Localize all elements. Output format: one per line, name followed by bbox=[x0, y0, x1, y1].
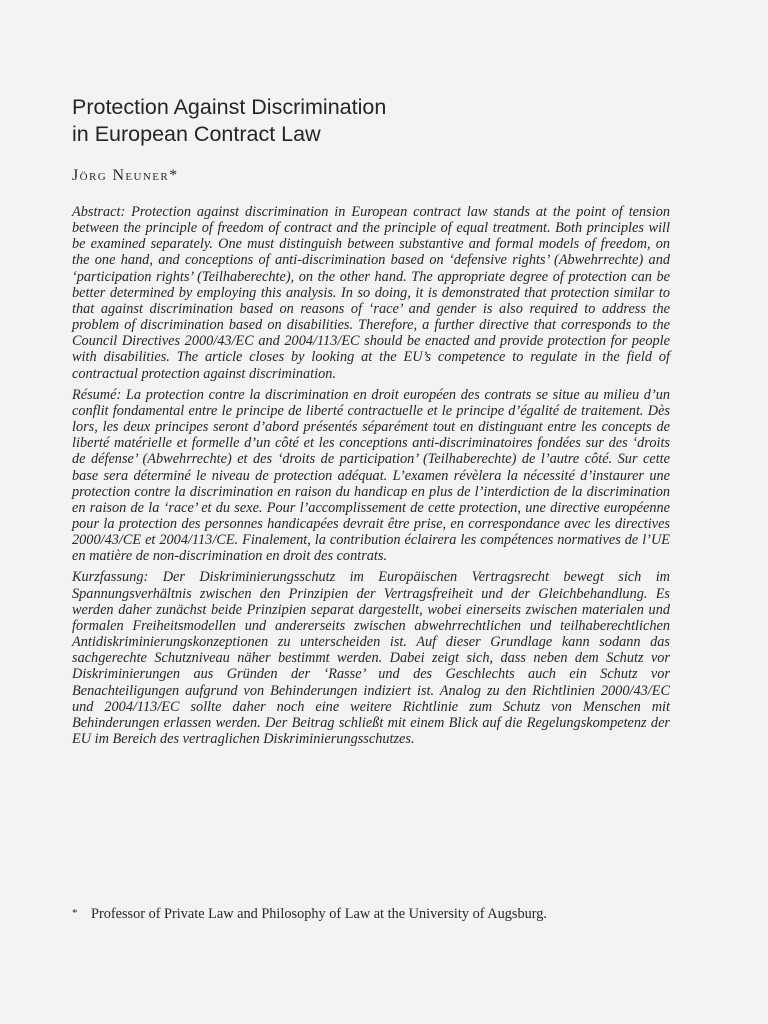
abstract-english: Abstract: Protection against discrimination in European contract law stands at the point of tension between the principle of freedom of contract and the principle of equal treatment. Both principles will be examined separately. One must distinguish between substantive and formal models of freedom, on the one hand, and conceptions of anti-discrimination based on ‘defensive rights’ (Abwehrrechte) and ‘participation rights’ (Teilhaberechte), on the other hand. The appropriate degree of protection can be better determined by employing this analysis. In so doing, it is demonstrated that protection similar to that against discrimination based on reasons of ‘race’ and gender is also required to address the problem of discrimination based on disabilities. Therefore, a further directive that corresponds to the Council Directives 2000/43/EC and 2004/113/EC should be enacted and provide protection for people with disabilities. The article closes by looking at the EU’s competence to regulate in the field of contractual protection against discrimination. bbox=[72, 204, 670, 382]
title-line-2: in European Contract Law bbox=[72, 122, 321, 146]
footnote-text: Professor of Private Law and Philosophy of Law at the University of Augsburg. bbox=[91, 906, 547, 922]
footnote-mark: * bbox=[72, 907, 78, 919]
abstract-german: Kurzfassung: Der Diskriminierungsschutz im Europäischen Vertragsrecht bewegt sich im Spannungsverhältnis zwischen den Prinzipien der Vertragsfreiheit und der Gleichbehandlung. Es werden daher zunächst beide Prinzipien separat dargestellt, wobei einerseits zwischen materialen und formalen Freiheitsmodellen und andererseits zwischen abwehrrechtlichen und teilhaberechtlichen Antidiskriminierungskonzeptionen zu unterscheiden ist. Auf dieser Grundlage kann sodann das sachgerechte Schutzniveau näher bestimmt werden. Dabei zeigt sich, dass neben dem Schutz vor Diskriminierungen aus Gründen der ‘Rasse’ und des Geschlechts auch ein Schutz vor Benachteiligungen aufgrund von Behinderungen indiziert ist. Analog zu den Richtlinien 2000/43/EC und 2004/113/EC sollte daher noch eine weitere Richtlinie zum Schutz von Menschen mit Behinderungen erlassen werden. Der Beitrag schließt mit einem Blick auf die Regelungskompetenz der EU im Bereich des vertraglichen Diskriminierungsschutzes. bbox=[72, 569, 670, 747]
abstracts bbox=[72, 204, 670, 752]
abstract-french: Résumé: La protection contre la discrimination en droit européen des contrats se situe au milieu d’un conflit fondamental entre le principe de liberté contractuelle et le principe d’égalité de traitement. Dès lors, les deux principes seront d’abord présentés séparément tout en distinguant entre les concepts de liberté matérielle et formelle d’un côté et les conceptions anti-discriminatoires fondées sur des ‘droits de défense’ (Abwehrrechte) et des ‘droits de participation’ (Teilhaberechte) de l’autre côté. Sur cette base sera déterminé le niveau de protection adéquat. L’examen révèlera la nécessité d’instaurer une protection contre la discrimination en raison du handicap en plus de l’interdiction de la discrimination en raison de la ‘race’ et du sexe. Pour l’accomplissement de cette protection, une directive européenne pour la protection des personnes handicapées devrait être prise, en correspondance avec les directives 2000/43/CE et 2004/113/CE. Finalement, la contribution éclairera les compétences normatives de l’UE en matière de non-discrimination en droit des contrats. bbox=[72, 386, 670, 565]
title-line-1: Protection Against Discrimination bbox=[72, 95, 387, 119]
author-name: Jörg Neuner* bbox=[72, 167, 179, 184]
article-title bbox=[72, 94, 692, 148]
footnote bbox=[72, 906, 692, 923]
